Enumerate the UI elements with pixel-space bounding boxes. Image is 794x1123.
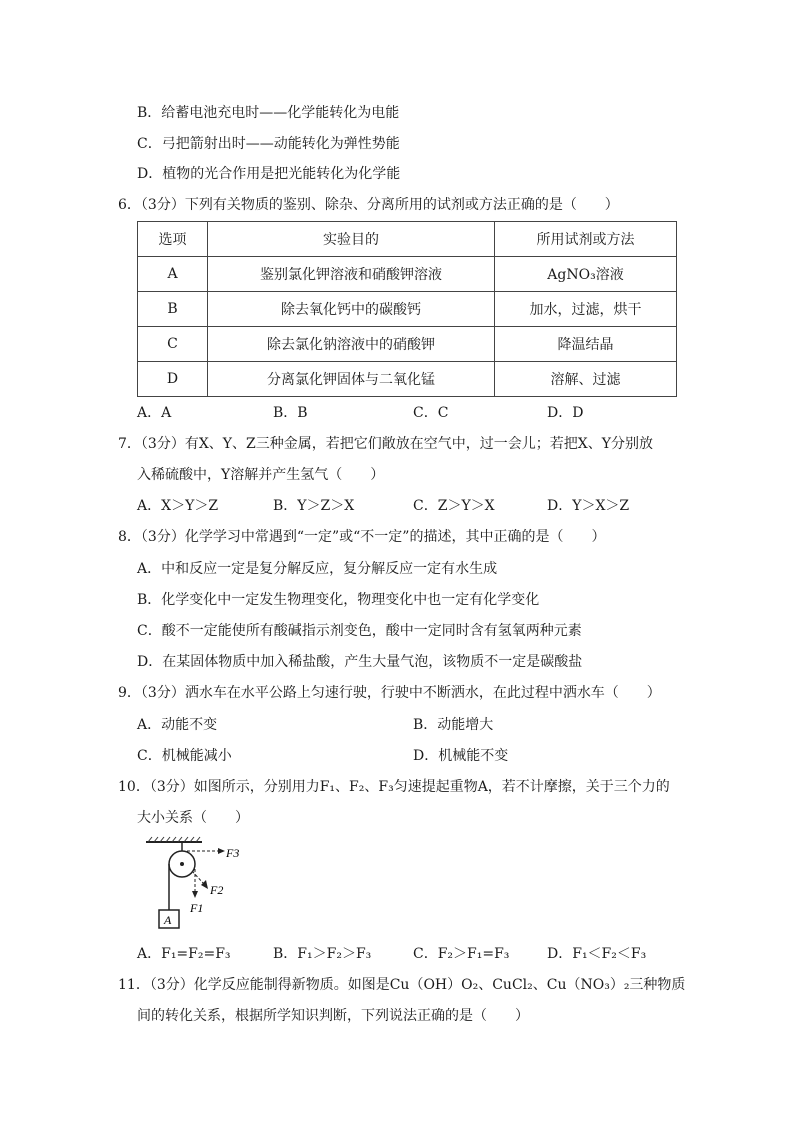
q6-table xyxy=(137,221,677,397)
q8-option-b: B．化学变化中一定发生物理变化，物理变化中也一定有化学变化 xyxy=(137,592,540,608)
table-cell: C xyxy=(138,327,208,362)
q9-option-d: D．机械能不变 xyxy=(413,748,509,764)
q8-option-c: C．酸不一定能使所有酸碱指示剂变色，酸中一定同时含有氢氧两种元素 xyxy=(137,623,582,639)
q8-option-a: A．中和反应一定是复分解反应，复分解反应一定有水生成 xyxy=(137,561,498,577)
question-8-stem: 8．（3分）化学学习中常遇到“一定”或“不一定”的描述，其中正确的是（ ） xyxy=(118,529,606,545)
q7-option-a: A．X＞Y＞Z xyxy=(137,498,219,514)
label-f1: F1 xyxy=(190,901,204,915)
q10-option-b: B．F₁＞F₂＞F₃ xyxy=(273,946,372,962)
q6-option-b: B．B xyxy=(273,405,308,421)
force-f3-arrow xyxy=(218,848,225,854)
q5-option-c: C．弓把箭射出时——动能转化为弹性势能 xyxy=(137,136,400,152)
table-cell: A xyxy=(138,257,208,292)
force-f2-line xyxy=(192,871,204,884)
q7-option-d: D．Y＞X＞Z xyxy=(547,498,630,514)
q9-option-b: B．动能增大 xyxy=(413,717,494,733)
table-header: 所用试剂或方法 xyxy=(495,222,677,257)
q6-option-d: D．D xyxy=(547,405,584,421)
table-cell: 加水，过滤，烘干 xyxy=(495,292,677,327)
q5-option-d: D．植物的光合作用是把光能转化为化学能 xyxy=(137,166,401,182)
question-9-stem: 9．（3分）洒水车在水平公路上匀速行驶，行驶中不断洒水，在此过程中洒水车（ ） xyxy=(118,685,661,701)
table-row xyxy=(138,292,677,327)
table-header-row xyxy=(138,222,677,257)
force-f1-arrow xyxy=(192,891,198,898)
q10-option-a: A．F₁=F₂=F₃ xyxy=(137,946,231,962)
q8-option-d: D．在某固体物质中加入稀盐酸，产生大量气泡，该物质不一定是碳酸盐 xyxy=(137,654,583,670)
pulley-figure xyxy=(140,836,250,936)
q9-option-c: C．机械能减小 xyxy=(137,748,232,764)
pulley-axle xyxy=(180,862,184,866)
table-cell: 除去氯化钠溶液中的硝酸钾 xyxy=(208,327,495,362)
question-10-stem-cont: 大小关系（ ） xyxy=(137,810,249,826)
q6-option-a: A．A xyxy=(137,405,172,421)
q9-option-a: A．动能不变 xyxy=(137,717,218,733)
table-row xyxy=(138,362,677,397)
table-cell: 分离氯化钾固体与二氧化锰 xyxy=(208,362,495,397)
label-f2: F2 xyxy=(210,883,224,897)
label-f3: F3 xyxy=(226,846,240,860)
table-cell: D xyxy=(138,362,208,397)
question-11-stem-cont: 间的转化关系，根据所学知识判断，下列说法正确的是（ ） xyxy=(137,1008,529,1024)
table-cell: 鉴别氯化钾溶液和硝酸钾溶液 xyxy=(208,257,495,292)
table-row xyxy=(138,327,677,362)
force-f2-arrow xyxy=(201,880,208,889)
question-7-stem: 7．（3分）有X、Y、Z三种金属，若把它们敞放在空气中，过一会儿；若把X、Y分别放 xyxy=(118,436,653,452)
table-cell: 溶解、过滤 xyxy=(495,362,677,397)
q10-option-c: C．F₂＞F₁=F₃ xyxy=(413,946,510,962)
table-cell: B xyxy=(138,292,208,327)
table-header: 实验目的 xyxy=(208,222,495,257)
q5-option-b: B．给蓄电池充电时——化学能转化为电能 xyxy=(137,105,400,121)
question-11-stem: 11．（3分）化学反应能制得新物质。如图是Cu（OH）O₂、CuCl₂、Cu（NO₃）₂三种物质 xyxy=(118,977,686,993)
q7-option-b: B．Y＞Z＞X xyxy=(273,498,355,514)
table-row xyxy=(138,257,677,292)
label-weight-a: A xyxy=(164,913,172,927)
table-cell: 降温结晶 xyxy=(495,327,677,362)
table-header: 选项 xyxy=(138,222,208,257)
question-6-stem: 6．（3分）下列有关物质的鉴别、除杂、分离所用的试剂或方法正确的是（ ） xyxy=(118,197,619,213)
q10-option-d: D．F₁＜F₂＜F₃ xyxy=(547,946,647,962)
question-7-stem-cont: 入稀硫酸中，Y溶解并产生氢气（ ） xyxy=(137,467,385,483)
question-10-stem: 10．（3分）如图所示，分别用力F₁、F₂、F₃匀速提起重物A，若不计摩擦，关于三个力的 xyxy=(118,779,670,795)
q7-option-c: C．Z＞Y＞X xyxy=(413,498,495,514)
table-cell: 除去氧化钙中的碳酸钙 xyxy=(208,292,495,327)
q6-option-c: C．C xyxy=(413,405,449,421)
table-cell: AgNO₃溶液 xyxy=(495,257,677,292)
